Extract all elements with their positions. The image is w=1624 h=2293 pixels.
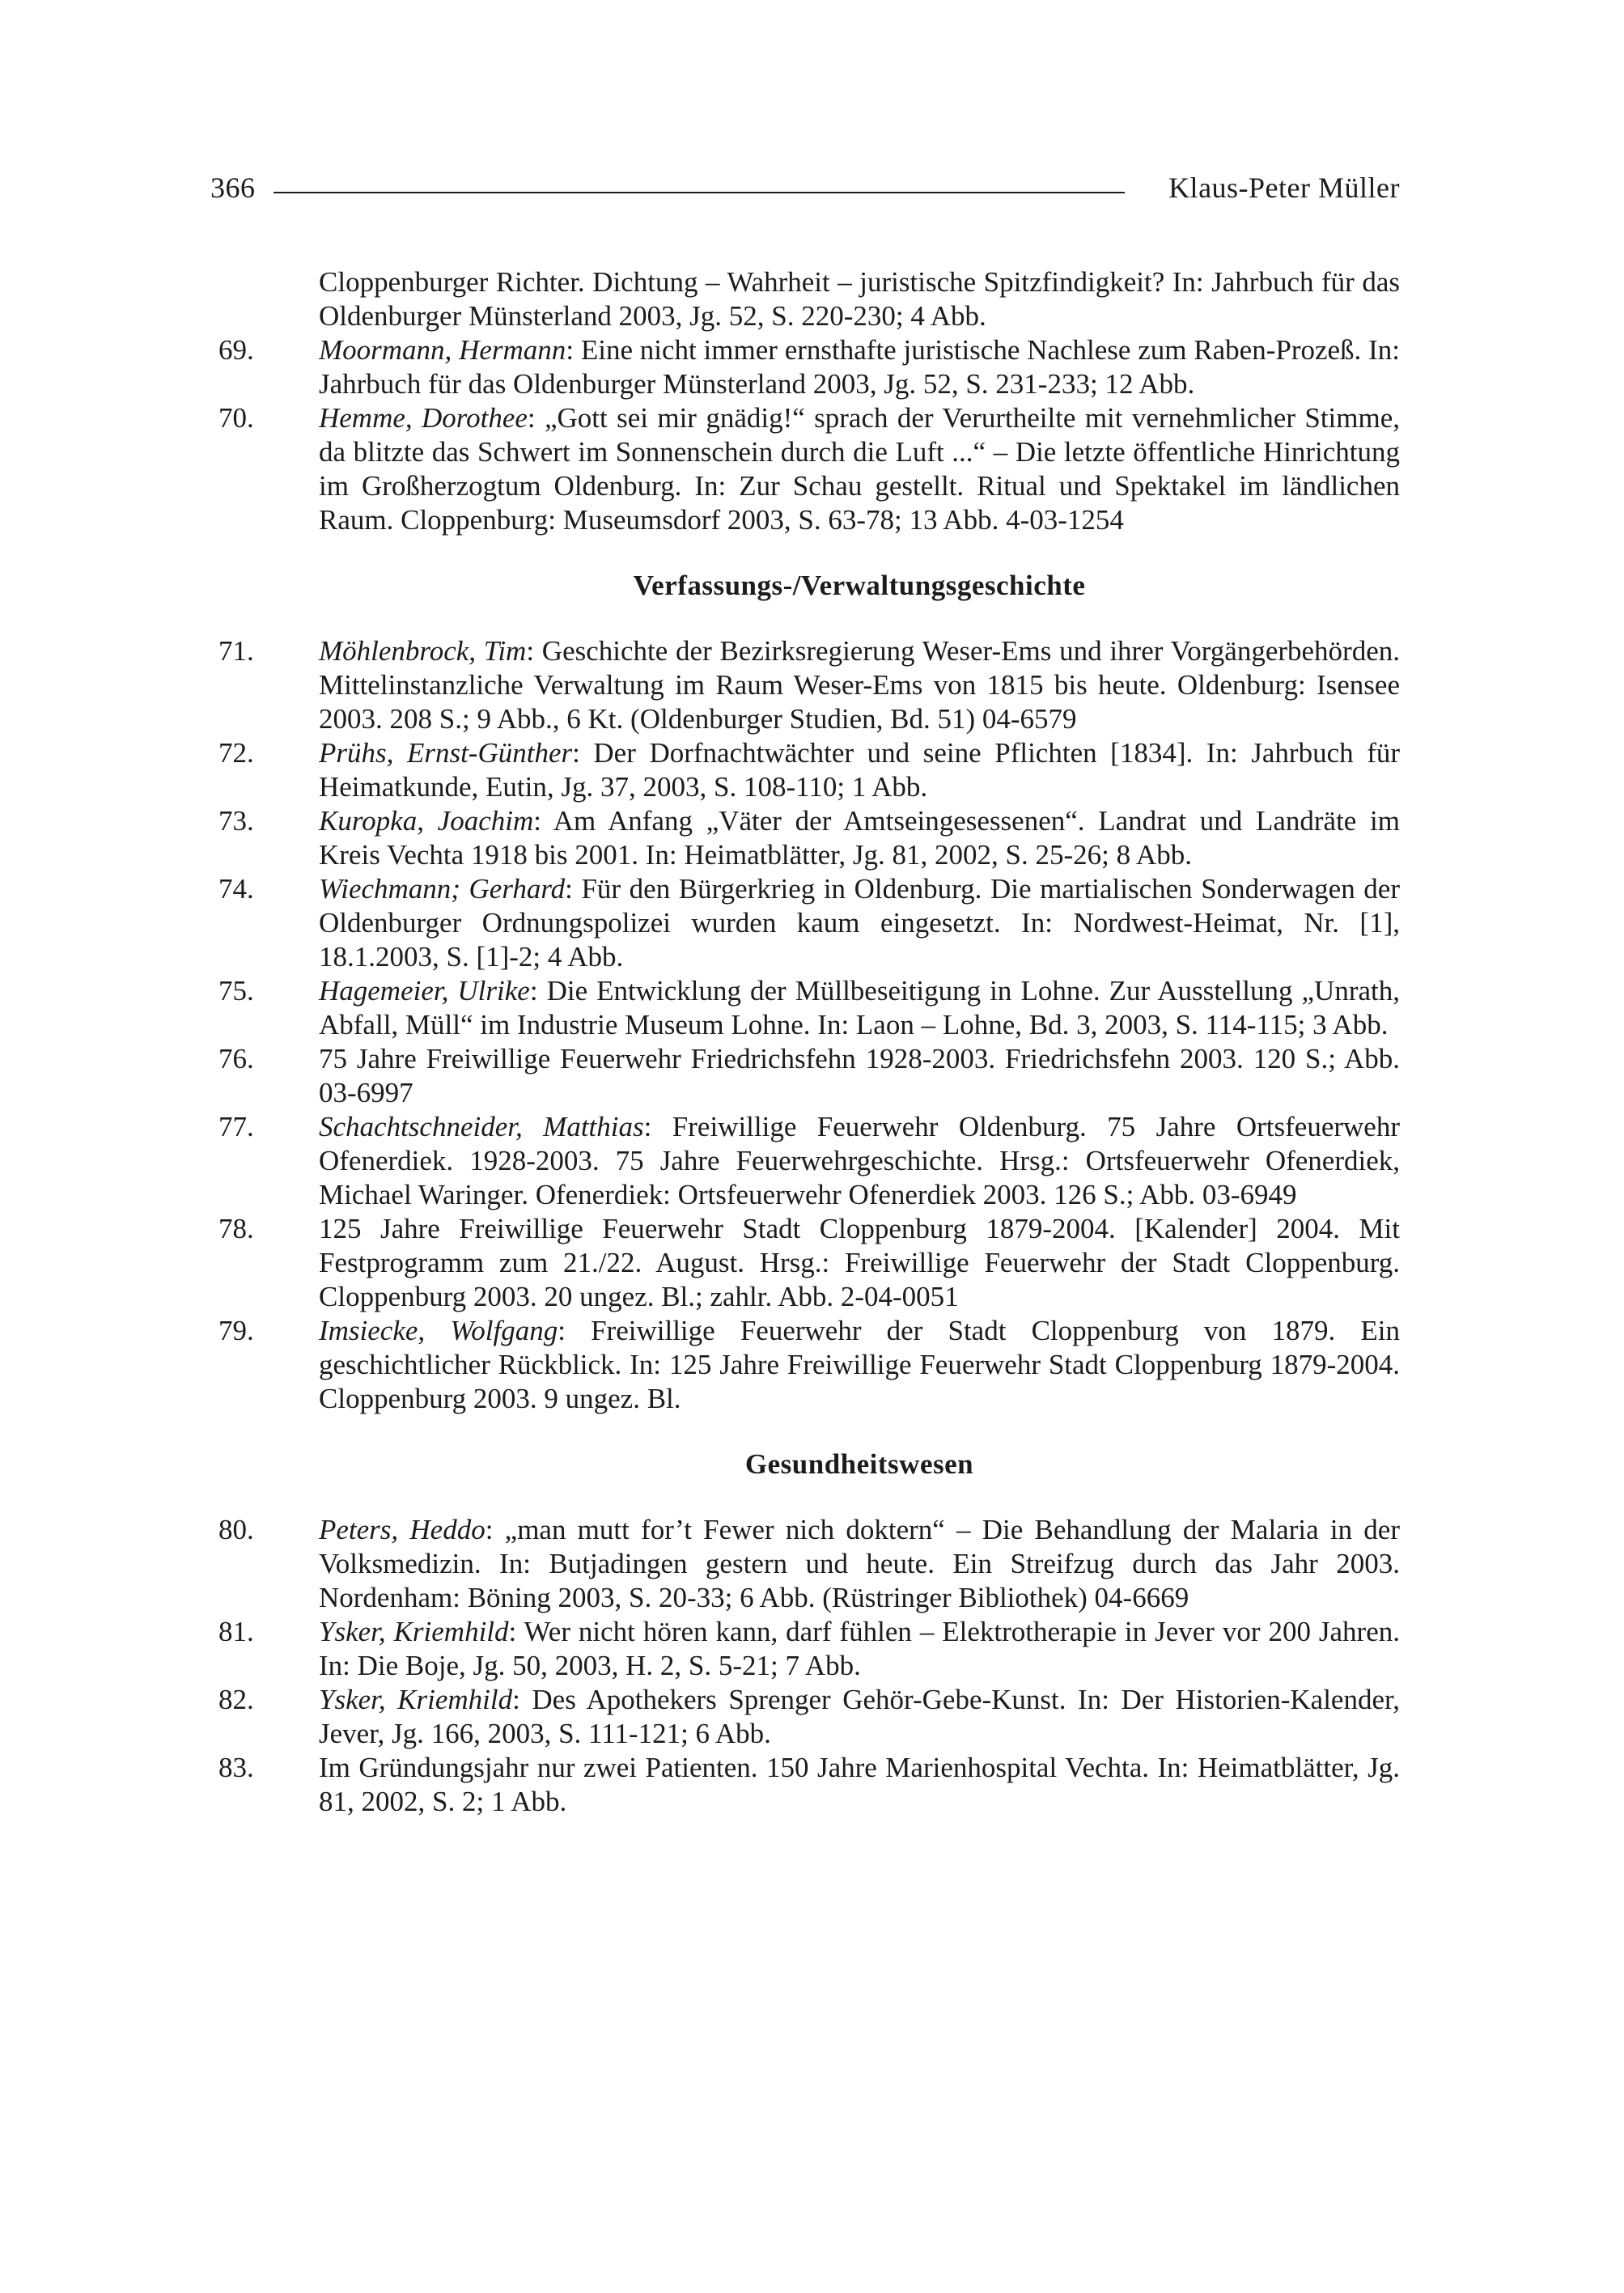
entry-number: 76. [218, 1043, 254, 1074]
bibliography-entry [218, 1314, 1400, 1416]
bibliography-entry [218, 1751, 1400, 1819]
entry-number: 81. [218, 1616, 254, 1647]
entry-author: Möhlenbrock, Tim [319, 635, 527, 667]
entry-author: Peters, Heddo [319, 1514, 486, 1545]
entry-text: 75 Jahre Freiwillige Feuerwehr Friedrichsfehn 1928-2003. Friedrichsfehn 2003. 120 S.; Abb. 03-6997 [319, 1043, 1400, 1108]
entry-text: 125 Jahre Freiwillige Feuerwehr Stadt Cloppenburg 1879-2004. [Kalender] 2004. Mit Festprogramm zum 21./22. August. Hrsg.: Freiwillige Feuerwehr der Stadt Cloppenburg. Cloppenburg 2003. 20 ungez. Bl.; zahlr. Abb. 2-04-0051 [319, 1213, 1400, 1312]
entry-text: : Des Apothekers Sprenger Gehör-Gebe-Kunst. In: Der Historien-Kalender, Jever, Jg. 166, 2003, S. 111-121; 6 Abb. [319, 1684, 1400, 1749]
entry-author: Kuropka, Joachim [319, 805, 534, 837]
entry-author: Hagemeier, Ulrike [319, 975, 530, 1007]
entry-text: Im Gründungsjahr nur zwei Patienten. 150 Jahre Marienhospital Vechta. In: Heimatblätter, Jg. 81, 2002, S. 2; 1 Abb. [319, 1752, 1400, 1817]
bibliography-body [218, 265, 1400, 1819]
entry-list-verwaltung [218, 634, 1400, 1416]
entry-author: Wiechmann; Gerhard [319, 873, 566, 905]
entry-number: 73. [218, 805, 254, 837]
entry-text: : Der Dorfnachtwächter und seine Pflichten [1834]. In: Jahrbuch für Heimatkunde, Eutin, Jg. 37, 2003, S. 108-110; 1 Abb. [319, 737, 1400, 803]
bibliography-entry [218, 804, 1400, 872]
continued-entry: Cloppenburger Richter. Dichtung – Wahrheit – juristische Spitzfindigkeit? In: Jahrbuch für das Oldenburger Münsterland 2003, Jg. 52, S. 220-230; 4 Abb. [319, 266, 1400, 332]
entry-number: 75. [218, 975, 254, 1007]
bibliography-entry [218, 974, 1400, 1042]
entry-text: : Freiwillige Feuerwehr Oldenburg. 75 Jahre Ortsfeuerwehr Ofenerdiek. 1928-2003. 75 Jahre Feuerwehrgeschichte. Hrsg.: Ortsfeuerwehr Ofenerdiek, Michael Waringer. Ofenerdiek: Ortsfeuerwehr Ofenerdiek 2003. 126 S.; Abb. 03-6949 [319, 1111, 1400, 1210]
bibliography-entry [218, 1683, 1400, 1751]
bibliography-entry [218, 634, 1400, 736]
bibliography-entry [218, 1513, 1400, 1615]
entry-author: Ysker, Kriemhild [319, 1616, 509, 1647]
entry-number: 82. [218, 1684, 254, 1715]
entry-author: Moormann, Hermann [319, 334, 566, 366]
entry-text: : Wer nicht hören kann, darf fühlen – Elektrotherapie in Jever vor 200 Jahren. In: Die Boje, Jg. 50, 2003, H. 2, S. 5-21; 7 Abb. [319, 1616, 1400, 1681]
section-heading-verwaltung: Verfassungs-/Verwaltungsgeschichte [633, 570, 1086, 601]
entry-number: 80. [218, 1514, 254, 1545]
entry-number: 69. [218, 334, 254, 366]
header-rule [273, 192, 1125, 193]
page-number: 366 [210, 172, 256, 204]
entry-author: Hemme, Dorothee [319, 402, 528, 434]
entry-number: 71. [218, 635, 254, 667]
entry-number: 77. [218, 1111, 254, 1142]
bibliography-entry [218, 1615, 1400, 1683]
section-heading-gesundheit: Gesundheitswesen [744, 1448, 974, 1480]
entry-text: : Geschichte der Bezirksregierung Weser-Ems und ihrer Vorgängerbehörden. Mittelinstanzliche Verwaltung im Raum Weser-Ems von 1815 bis heute. Oldenburg: Isensee 2003. 208 S.; 9 Abb., 6 Kt. (Oldenburger Studien, Bd. 51) 04-6579 [319, 635, 1401, 735]
entry-text: : „man mutt for’t Fewer nich doktern“ – Die Behandlung der Malaria in der Volksmedizin. In: Butjadingen gestern und heute. Ein Streifzug durch das Jahr 2003. Nordenham: Böning 2003, S. 20-33; 6 Abb. (Rüstringer Bibliothek) 04-6669 [319, 1514, 1400, 1613]
bibliography-entry [218, 872, 1400, 974]
entry-list-criminal [218, 333, 1400, 537]
entry-text: : Für den Bürgerkrieg in Oldenburg. Die martialischen Sonderwagen der Oldenburger Ordnungspolizei wurden kaum eingesetzt. In: Nordwest-Heimat, Nr. [1], 18.1.2003, S. [1]-2; 4 Abb. [319, 873, 1400, 973]
bibliography-entry [218, 1212, 1400, 1314]
bibliography-entry [218, 1042, 1400, 1110]
entry-author: Schachtschneider, Matthias [319, 1111, 644, 1142]
bibliography-entry [218, 736, 1400, 804]
bibliography-entry [218, 333, 1400, 401]
entry-author: Prühs, Ernst-Günther [319, 737, 573, 769]
bibliography-entry [218, 401, 1400, 537]
entry-number: 78. [218, 1213, 254, 1244]
entry-author: Imsiecke, Wolfgang [319, 1315, 558, 1346]
entry-text: : Die Entwicklung der Müllbeseitigung in Lohne. Zur Ausstellung „Unrath, Abfall, Müll“ im Industrie Museum Lohne. In: Laon – Lohne, Bd. 3, 2003, S. 114-115; 3 Abb. [319, 975, 1400, 1041]
entry-text: : „Gott sei mir gnädig!“ sprach der Verurtheilte mit vernehmlicher Stimme, da blitzte das Schwert im Sonnenschein durch die Luft ...“ – Die letzte öffentliche Hinrichtung im Großherzogtum Oldenburg. In: Zur Schau gestellt. Ritual und Spektakel im ländlichen Raum. Cloppenburg: Museumsdorf 2003, S. 63-78; 13 Abb. 4-03-1254 [319, 402, 1400, 536]
entry-number: 70. [218, 402, 254, 434]
entry-text: : Eine nicht immer ernsthafte juristische Nachlese zum Raben-Prozeß. In: Jahrbuch für das Oldenburger Münsterland 2003, Jg. 52, S. 231-233; 12 Abb. [319, 334, 1400, 400]
entry-list-gesundheit [218, 1513, 1400, 1819]
entry-number: 74. [218, 873, 254, 905]
entry-number: 83. [218, 1752, 254, 1783]
entry-text: : Freiwillige Feuerwehr der Stadt Cloppenburg von 1879. Ein geschichtlicher Rückblick. In: 125 Jahre Freiwillige Feuerwehr Stadt Cloppenburg 1879-2004. Cloppenburg 2003. 9 ungez. Bl. [319, 1315, 1400, 1414]
entry-number: 72. [218, 737, 254, 769]
running-title: Klaus-Peter Müller [1168, 172, 1400, 204]
running-header [210, 167, 1400, 209]
entry-author: Ysker, Kriemhild [319, 1684, 513, 1715]
entry-text: : Am Anfang „Väter der Amtseingesessenen“. Landrat und Landräte im Kreis Vechta 1918 bis 2001. In: Heimatblätter, Jg. 81, 2002, S. 25-26; 8 Abb. [319, 805, 1400, 871]
entry-number: 79. [218, 1315, 254, 1346]
bibliography-entry [218, 1110, 1400, 1212]
